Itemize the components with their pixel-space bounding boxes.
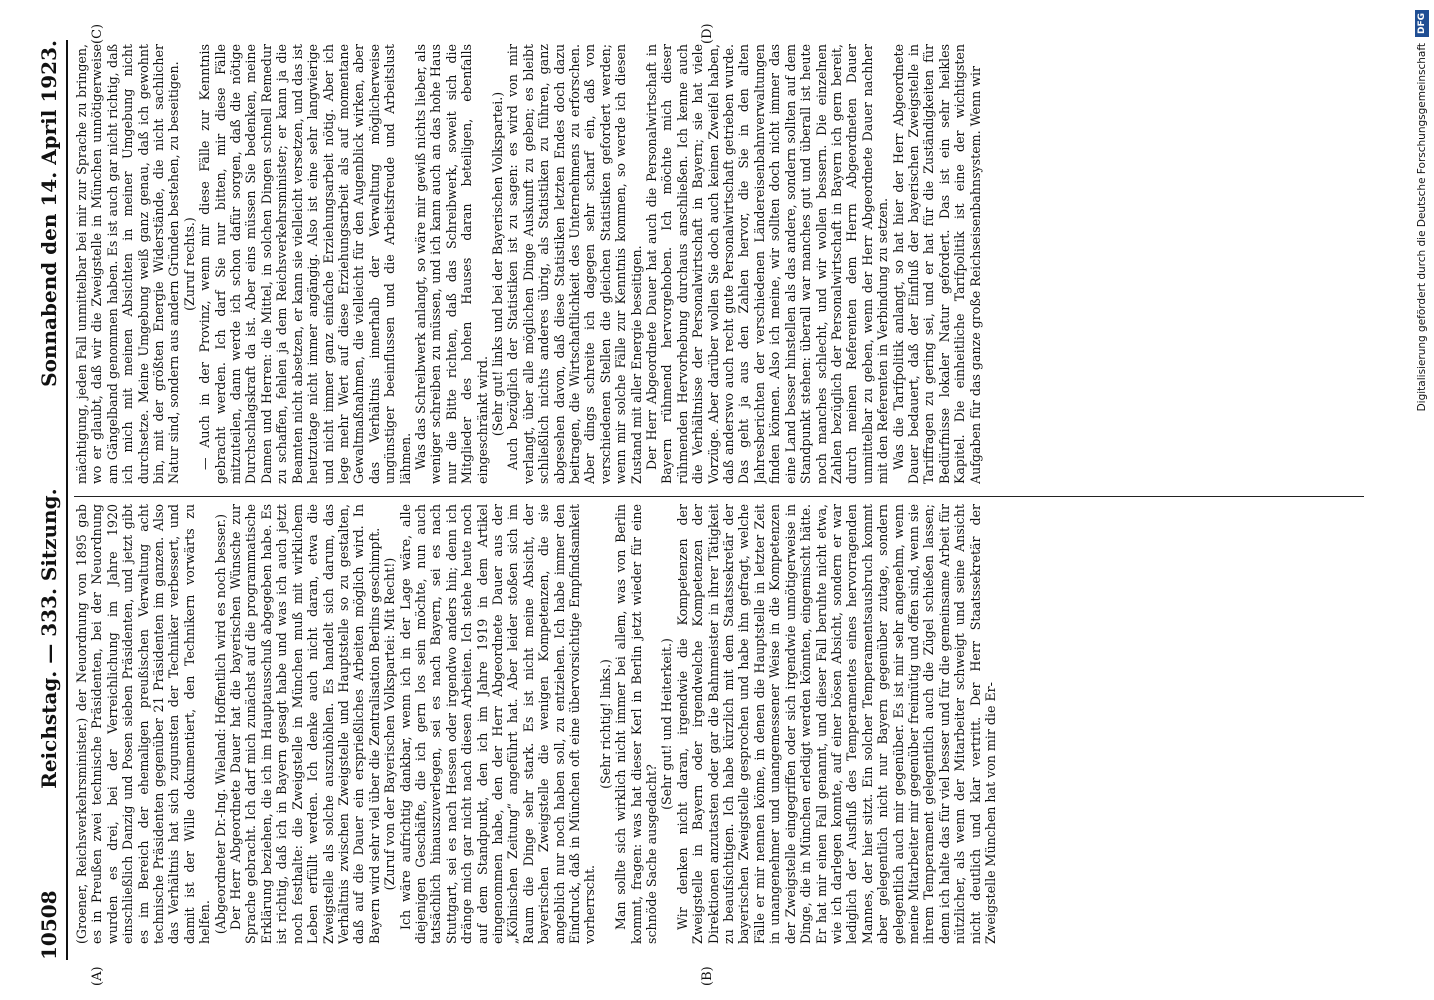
interjection: (Sehr gut! links und bei der Bayerischen Volkspartei.) [489,91,505,437]
paragraph: Der Herr Abgeordnete Dauer hat auch die Personalwirtschaft in Bayern rühmend hervorgehoben. Ich möchte mich dieser rühmenden Hervorhebung durchaus anschließen. Ich kenne auch die Verhältnisse der Personalwirtschaft in Bayern; sie hat viele Vorzüge. Aber darüber wollen Sie doch auch keinen Zweifel haben, daß anderswo auch recht gute Personalwirtschaft getrieben wurde. Das geht ja aus den Zahlen hervor, die Sie in den alten Jahresberichten der verschiedenen Ländereisenbahnverwaltungen finden können. Also ich meine, wir sollten doch nicht immer das eine Land besser hinstellen als das andere, sondern sollten auf dem Standpunkt stehen: überall war manches gut und überall ist heute noch manches schlecht, und wir wollen bessern. Die einzelnen Zahlen bezüglich der Personalwirtschaft in Bayern ich gern bereit, durch meinen Referenten dem Herrn Abgeordneten Dauer unmittelbar zu geben, wenn der Herr Abgeordnete Dauer nachher mit den Referenten in Verbindung zu setzen. [644,44,891,484]
paragraph: Wir denken nicht daran, irgendwie die Kompetenzen der Zweigstelle in Bayern oder irgendwelche Kompetenzen der Direktionen anzutasten oder gar die Bahnmeister in ihrer Tätigkeit zu beaufsichtigen. Ich habe kürzlich mit dem Staatssekretär der bayerischen Zweigstelle gesprochen und habe ihn gefragt, welche Fälle er mir nennen könne, in denen die Hauptstelle in letzter Zeit in unangenehmer und unangemessener Weise in die Kompetenzen der Zweigstelle eingegriffen oder sich irgendwie unnötigerweise in Dinge, die in München erledigt werden könnten, eingemischt hätte. Er hat mir einen Fall genannt, und dieser Fall beruhte nicht etwa, wie ich darlegen konnte, auf einer bösen Absicht, sondern er war lediglich der Ausfluß des Temperamentes eines hervorragenden Mannes, der hier sitzt. Ein solcher Temperamentsausbruch kommt aber gelegentlich nicht nur Bayern gegenüber zutage, sondern gelegentlich auch mir gegenüber. Es ist mir sehr angenehm, wenn meine Mitarbeiter mir gegenüber freimütig und offen sind, wenn sie ihrem Temperament gelegentlich auch die Zügel schießen lassen; denn ich halte das für viel besser und für die gemeinsame Arbeit für nützlicher, als wenn der Mitarbeiter schweigt und seine Ansicht nicht deutlich und klar vertritt. Der Herr Staatssekretär der Zweigstelle München hat von mir die Er- [674,504,998,944]
left-text-column [74,504,1364,944]
paragraph: — Auch in der Provinz, wenn mir diese Fälle zur Kenntnis gebracht werden. Ich darf Sie nur bitten, mir diese Fälle mitzuteilen, dann werde ich schon dafür sorgen, daß die nötige Durchschlagskraft da ist. Aber eins müssen Sie bedenken, meine Damen und Herren: die Mittel, in solchen Dingen schnell Remedur zu schaffen, fehlen ja dem Reichsverkehrsminister; er kann ja die Beamten nicht absetzen, er kann sie vielleicht versetzen, und das ist heutzutage nicht immer angängig. Also ist eine sehr langwierige und nicht immer ganz einfache Erziehungsarbeit nötig. Aber ich lege mehr Wert auf diese Erziehungsarbeit als auf momentane Gewaltmaßnahmen, die vielleicht für den Augenblick wirken, aber das Verhältnis innerhalb der Verwaltung möglicherweise ungünstiger beeinflussen und die Arbeitsfreude und Arbeitslust lähmen. [197,44,413,484]
margin-marker-b: (B) [700,966,715,986]
paragraph: (Groener, Reichsverkehrsminister.) der Neuordnung von 1895 gab es in Preußen zwei technische Präsidenten, bei der Neuordnung wurden es drei, bei der Verreichlichung im Jahre 1920 einschließlich Danzig und Posen sieben Präsidenten, und jetzt gibt es im Bereich der ehemaligen preußischen Verwaltung acht technische Präsidenten gegenüber 21 Präsidenten im ganzen. Also das Verhältnis hat sich zugunsten der Techniker verbessert, und damit ist der Wille dokumentiert, den Technikern vorwärts zu helfen. [74,504,213,944]
page-header [34,40,64,960]
interjection: (Sehr gut! und Heiterkeit.) [659,638,675,810]
digitization-credit [1407,10,1429,990]
margin-marker-c: (C) [90,23,105,44]
page-number: 10508 [37,890,61,960]
page-date: Sonnabend den 14. April 1923. [37,40,61,387]
paragraph: mächtigung, jeden Fall unmittelbar bei mir zur Sprache zu bringen, wo er glaubt, daß wir die Zweigstelle in München unnötigerweise am Gängelband genommen haben. Es ist auch gar nicht richtig, daß ich mich mit meinen Absichten in meiner Umgebung nicht durchsetze. Meine Umgebung weiß ganz genau, daß ich gewohnt bin, mit der größten Energie Widerstände, die nicht sachlicher Natur sind, sondern aus andern Gründen bestehen, zu beseitigen. [74,44,182,484]
header-rule [66,40,68,960]
right-text-column [74,44,1364,484]
paragraph: Ich wäre aufrichtig dankbar, wenn ich in der Lage wäre, alle diejenigen Geschäfte, die ich gern los sein möchte, nun auch tatsächlich hinauszuverlegen, sei es nach Bayern, sei es nach Stuttgart, sei es nach Hessen oder irgendwo anders hin; denn ich dränge mich gar nicht nach diesen Arbeiten. Ich stehe heute noch auf dem Standpunkt, den ich im Jahre 1919 in dem Artikel eingenommen habe, den der Herr Abgeordnete Dauer aus der „Kölnischen Zeitung“ angeführt hat. Aber leider stoßen sich im Raum die Dinge sehr stark. Es ist nicht meine Absicht, der bayerischen Zweigstelle die wenigen Kompetenzen, die sie angeblich nur noch haben soll, zu entziehen. Ich habe immer den Eindruck, daß in München oft eine übervorsichtige Empfindsamkeit vorherrscht. [397,504,598,944]
interjection: (Zuruf rechts.) [181,217,197,311]
paragraph: Was das Schreibwerk anlangt, so wäre mir gewiß nichts lieber, als weniger schreiben zu müssen, und ich kann auch an das hohe Haus nur die Bitte richten, daß das Schreibwerk, soweit sich die Mitglieder des hohen Hauses daran beteiligen, ebenfalls eingeschränkt wird. [412,44,490,484]
margin-marker-d: (D) [700,23,715,44]
paragraph: Man sollte sich wirklich nicht immer bei allem, was von Berlin kommt, fragen: was hat dieser Kerl in Berlin jetzt wieder für eine schnöde Sache ausgedacht? [613,504,660,944]
dfg-logo: DFG [1415,10,1429,37]
paragraph: Der Herr Abgeordnete Dauer hat die bayerischen Wünsche zur Sprache gebracht. Ich darf mich zunächst auf die programmatische Erklärung beziehen, die ich im Hauptausschuß abgegeben habe. Es ist richtig, daß ich in Bayern gesagt habe und was ich auch jetzt noch festhalte: die Zweigstelle in München muß mit wirklichem Leben erfüllt werden. Ich denke auch nicht daran, etwa die Zweigstelle als solche auszuhöhlen. Es handelt sich darum, das Verhältnis zwischen Zweigstelle und Hauptstelle so zu gestalten, daß auf die Dauer ein ersprießliches Arbeiten möglich wird. In Bayern wird sehr viel über die Zentralisation Berlins geschimpft. [228,504,382,944]
credit-text: Digitalisierung gefördert durch die Deutsche Forschungsgemeinschaft [1416,43,1428,412]
interjection: (Abgeordneter Dr.-Ing. Wieland: Hoffentlich wird es noch besser.) [212,513,228,935]
paragraph: Was die Tarifpolitik anlangt, so hat hier der Herr Abgeordnete Dauer bedauert, daß der Einfluß der bayerischen Zweigstelle in Tariffragen zu gering sei, und er hat für die Zuständigkeiten für Bedürfnisse lokaler Natur gefordert. Das ist ein sehr heikles Kapitel. Die einheitliche Tarifpolitik ist eine der wichtigsten Aufgaben für das ganze große Reichseisenbahnsystem. Wenn wir [890,44,983,484]
running-title: Reichstag. — 333. Sitzung. [37,488,61,789]
column-divider [74,496,1364,497]
margin-marker-a: (A) [90,966,105,986]
interjection: (Zuruf von der Bayerischen Volkspartei: Mit Recht!) [382,557,398,891]
paragraph: Auch bezüglich der Statistiken ist zu sagen: es wird von mir verlangt, über alle möglichen Dinge Auskunft zu geben; es bleibt schließlich nichts anderes übrig, als Statistiken zu führen, ganz abgesehen davon, daß diese Statistiken letzten Endes doch dazu beitragen, die Wirtschaftlichkeit des Unternehmens zu erforschen. Aber dings schreite ich dagegen sehr scharf ein, daß von verschiedenen Stellen die gleichen Statistiken gefordert werden; wenn mir solche Fälle zur Kenntnis kommen, so werde ich diesen Zustand mit aller Energie beseitigen. [505,44,644,484]
interjection: (Sehr richtig! links.) [597,659,613,789]
